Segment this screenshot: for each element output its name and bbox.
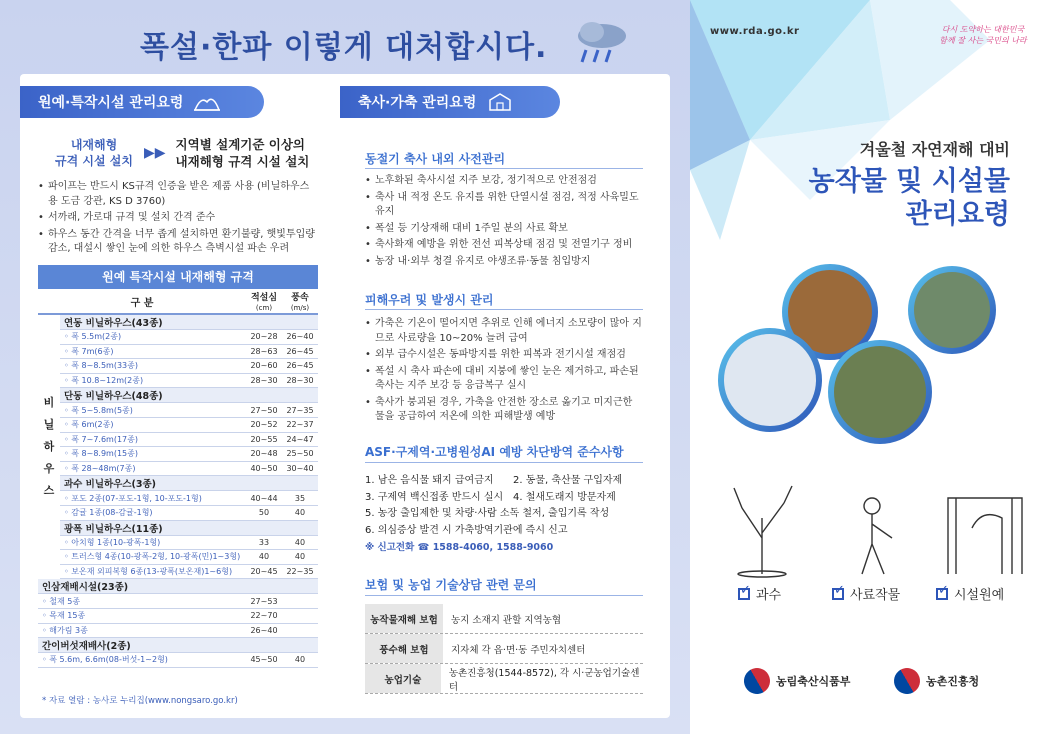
cell-item: ◦ 폭 6m(2종): [60, 417, 246, 432]
cell-snow: 20~52: [246, 417, 282, 432]
cell-snow: 27~53: [246, 594, 282, 609]
divider: [365, 309, 643, 310]
list-item: • 서까래, 가로대 규격 및 설치 간격 준수: [38, 211, 318, 226]
table-row: [38, 535, 318, 550]
table-row: [38, 344, 318, 359]
check-greenhouse: [936, 584, 1004, 603]
group-label: 단동 비닐하우스(48종): [60, 388, 318, 403]
cell-wind: 26~40: [282, 330, 318, 345]
section-livestock: [340, 86, 560, 118]
subheading: 동절기 축사 내외 사전관리: [365, 152, 506, 166]
table-row: [38, 373, 318, 388]
cell-item: ◦ 포도 2종(07-포도-1형, 10-포도-1형): [60, 491, 246, 506]
list-item: • 축사화재 예방을 위한 전선 피복상태 점검 및 전열기구 정비: [365, 238, 643, 253]
page-headline: 폭설·한파 이렇게 대처합시다.: [140, 30, 548, 65]
table-row: 농업기술 농촌진흥청(1544-8572), 각 시·군농업기술센터: [365, 664, 643, 694]
cover-title-line: 관리요령: [905, 199, 1010, 230]
divider: [365, 168, 643, 169]
cell-snow: 20~60: [246, 359, 282, 374]
check-orchard: [738, 584, 781, 603]
cell-wind: 40: [282, 505, 318, 520]
list-item: • 축사가 붕괴된 경우, 가축을 안전한 장소로 옮기고 미지근한 물을 공급하여 저온에 의한 피해발생 예방: [365, 396, 643, 425]
list-item: 6. 의심증상 발견 시 가축방역기관에 즉시 신고: [365, 524, 568, 536]
horticulture-bullets: [38, 180, 318, 259]
cell-wind: 27~35: [282, 403, 318, 418]
table-row: [38, 550, 318, 565]
cell-wind: 25~50: [282, 447, 318, 462]
cell-snow: 20~45: [246, 564, 282, 579]
snow-cloud-icon: [572, 18, 632, 66]
cell-item: ◦ 폭 8~8.5m(33종): [60, 359, 246, 374]
table-group-row: [38, 638, 318, 653]
cell-wind: [282, 608, 318, 623]
taegeuk-icon: [739, 663, 775, 699]
facility-desc: [176, 136, 310, 170]
cell-snow: 40~44: [246, 491, 282, 506]
group-label: 연동 비닐하우스(43종): [60, 314, 318, 330]
list-item: • 가축은 기온이 떨어지면 추위로 인해 에너지 소모량이 많아 지므로 사료량을 10~20% 늘려 급여: [365, 317, 643, 346]
quarantine-list: [365, 473, 622, 557]
table-row: [38, 608, 318, 623]
cell-wind: 28~30: [282, 373, 318, 388]
cell-wind: 24~47: [282, 432, 318, 447]
table-row: [38, 432, 318, 447]
check-label: 과수: [756, 588, 782, 603]
cell-snow: 28~30: [246, 373, 282, 388]
cell-snow: 26~40: [246, 623, 282, 638]
ministry-logo: [744, 668, 850, 694]
divider: [365, 595, 643, 596]
table-group-row: [38, 579, 318, 594]
cell-wind: [282, 594, 318, 609]
group-label: 인삼재배시설(23종): [38, 579, 318, 594]
website-url: www.rda.go.kr: [710, 26, 800, 37]
cell-snow: 20~28: [246, 330, 282, 345]
checkbox-icon: [936, 588, 948, 600]
subheading: 피해우려 및 발생시 관리: [365, 293, 494, 307]
subheading: ASF·구제역·고병원성AI 예방 차단방역 준수사항: [365, 445, 624, 459]
cell-wind: 22~37: [282, 417, 318, 432]
greenhouse-icon: [193, 92, 221, 112]
table-group-row: [38, 520, 318, 535]
group-label: 간이버섯재배사(2종): [38, 638, 318, 653]
section-horticulture: [20, 86, 264, 118]
report-phone: ※ 신고전화 ☎ 1588-4060, 1588-9060: [365, 542, 554, 553]
cell-item: ◦ 트러스형 4종(10-광폭-2형, 10-광폭(민)1~3형): [60, 550, 246, 565]
col-header-category: 구 분: [38, 289, 246, 314]
checkbox-icon: [832, 588, 844, 600]
list-item: • 축사 내 적정 온도 유지를 위한 단열시설 점검, 적정 사육밀도 유지: [365, 191, 643, 220]
table-row: 풍수해 보험 지자체 각 읍·면·동 주민자치센터: [365, 634, 643, 664]
table-row: [38, 417, 318, 432]
table-group-row: [38, 476, 318, 491]
table-row: [38, 564, 318, 579]
check-label: 사료작물: [850, 588, 901, 603]
cell-item: ◦ 폭 5.6m, 6.6m(08-버섯-1~2형): [38, 653, 246, 668]
cell-wind: 35: [282, 491, 318, 506]
list-item: • 노후화된 축사시설 지주 보강, 정기적으로 안전점검: [365, 174, 643, 189]
cell-snow: 45~50: [246, 653, 282, 668]
cell-item: ◦ 폭 5~5.8m(5종): [60, 403, 246, 418]
list-item: 1. 남은 음식물 돼지 급여금지 2. 동물, 축산물 구입자제: [365, 475, 623, 486]
cell-snow: 20~55: [246, 432, 282, 447]
section-title: 원예·특작시설 관리요령: [38, 95, 184, 111]
cell-item: ◦ 폭 28~48m(7종): [60, 461, 246, 476]
cover-title-line: 농작물 및 시설물: [808, 166, 1010, 197]
double-arrow-icon: ▶▶: [144, 145, 166, 161]
cell-item: ◦ 해가림 3종: [38, 623, 246, 638]
list-item: 5. 농장 출입제한 및 차량·사람 소독 철저, 출입기록 작성: [365, 508, 610, 519]
cell-wind: 26~45: [282, 359, 318, 374]
col-header-wind: 풍속 (m/s): [282, 289, 318, 314]
taegeuk-icon: [889, 663, 925, 699]
photo-collage: [710, 260, 1030, 450]
category-illustrations: [712, 478, 1030, 578]
cell-wind: 40: [282, 653, 318, 668]
list-item: • 폭설 등 기상재해 대비 1주일 분의 사료 확보: [365, 222, 643, 237]
logo-text: 농촌진흥청: [926, 675, 980, 688]
table-row: [38, 594, 318, 609]
cell-snow: 28~63: [246, 344, 282, 359]
cell-wind: 40: [282, 550, 318, 565]
facility-tag: 내재해형 규격 시설 설치: [55, 138, 133, 168]
cell-snow: 40~50: [246, 461, 282, 476]
facility-desc-line: 내재해형 규격 시설 설치: [175, 154, 310, 169]
cell-item: ◦ 목재 15종: [38, 608, 246, 623]
list-item: • 파이프는 반드시 KS규격 인증을 받은 제품 사용 (비닐하우스용 도금 강관, KS D 3760): [38, 180, 318, 209]
spec-table: [38, 289, 318, 668]
table-row: [38, 623, 318, 638]
table-row: [38, 403, 318, 418]
list-item: • 농장 내·외부 청결 유지로 야생조류·동물 침입방지: [365, 255, 643, 270]
source-note: * 자료 열람 : 농사로 누리집(www.nongsaro.go.kr): [42, 696, 238, 706]
table-group-row: [38, 388, 318, 403]
cell-snow: 20~48: [246, 447, 282, 462]
cell-item: ◦ 폭 8~8.9m(15종): [60, 447, 246, 462]
table-row: [38, 491, 318, 506]
col-header-snow: 적설심 (cm): [246, 289, 282, 314]
divider: [365, 462, 643, 463]
cell-item: ◦ 보온재 외피복형 6종(13-광폭(보온재)1~6형): [60, 564, 246, 579]
list-item: 3. 구제역 백신접종 반드시 실시 4. 철새도래지 방문자제: [365, 491, 616, 503]
cell-item: ◦ 폭 7m(6종): [60, 344, 246, 359]
section-title: 축사·가축 관리요령: [358, 95, 477, 111]
cover-panel: [690, 0, 1040, 734]
table-title: 원예 특작시설 내재해형 규격: [38, 265, 318, 289]
barn-icon: [486, 92, 514, 112]
check-label: 시설원예: [954, 588, 1005, 603]
cell-snow: 22~70: [246, 608, 282, 623]
table-row: 농작물재해 보험 농지 소재지 관할 지역농협: [365, 604, 643, 634]
table-row: [38, 505, 318, 520]
cell-snow: 40: [246, 550, 282, 565]
table-row: [38, 653, 318, 668]
cell-item: ◦ 아치형 1종(10-광폭-1형): [60, 535, 246, 550]
cover-title: [690, 165, 1010, 231]
subheading: 보험 및 농업 기술상담 관련 문의: [365, 578, 537, 592]
group-label: 과수 비닐하우스(3종): [60, 476, 318, 491]
table-header-row: [38, 289, 318, 314]
cell-wind: 22~35: [282, 564, 318, 579]
cell-wind: 40: [282, 535, 318, 550]
list-item: • 하우스 동간 간격을 너무 좁게 설치하면 환기불량, 햇빛투입량 감소, 대설시 쌓인 눈에 의한 하우스 측벽시설 파손 우려: [38, 228, 318, 257]
damage-list: [365, 317, 643, 427]
table-row: [38, 461, 318, 476]
list-item: • 외부 급수시설은 동파방지를 위한 피복과 전기시설 재점검: [365, 348, 643, 363]
group-label: 광폭 비닐하우스(11종): [60, 520, 318, 535]
list-item: • 폭설 시 축사 파손에 대비 지붕에 쌓인 눈은 제거하고, 파손된 축사는 지주 보강 등 응급복구 실시: [365, 365, 643, 394]
inquiry-table: [365, 604, 643, 694]
slogan: 다시 도약하는 대한민국 함께 잘 사는 국민의 나라: [939, 25, 1027, 45]
checkbox-icon: [738, 588, 750, 600]
cell-item: ◦ 감귤 1종(08-감귤-1형): [60, 505, 246, 520]
table-row: [38, 330, 318, 345]
cell-item: ◦ 폭 7~7.6m(17종): [60, 432, 246, 447]
cell-snow: 27~50: [246, 403, 282, 418]
cover-subtitle: 겨울철 자연재해 대비: [859, 140, 1010, 159]
table-row: [38, 447, 318, 462]
side-label: 비 닐 하 우 스: [43, 395, 55, 497]
cell-snow: 50: [246, 505, 282, 520]
cell-wind: 30~40: [282, 461, 318, 476]
rda-logo: [894, 668, 979, 694]
cell-item: ◦ 폭 10.8~12m(2종): [60, 373, 246, 388]
cell-wind: 26~45: [282, 344, 318, 359]
cell-item: ◦ 폭 5.5m(2종): [60, 330, 246, 345]
table-row: [38, 359, 318, 374]
cell-wind: [282, 623, 318, 638]
cell-item: ◦ 철재 5종: [38, 594, 246, 609]
logo-text: 농림축산식품부: [776, 675, 851, 688]
cell-snow: 33: [246, 535, 282, 550]
facility-summary: [54, 136, 309, 170]
facility-desc-line: 지역별 설계기준 이상의: [175, 137, 306, 152]
prep-list: [365, 174, 643, 271]
check-forage: [832, 584, 900, 603]
table-group-row: [38, 314, 318, 330]
